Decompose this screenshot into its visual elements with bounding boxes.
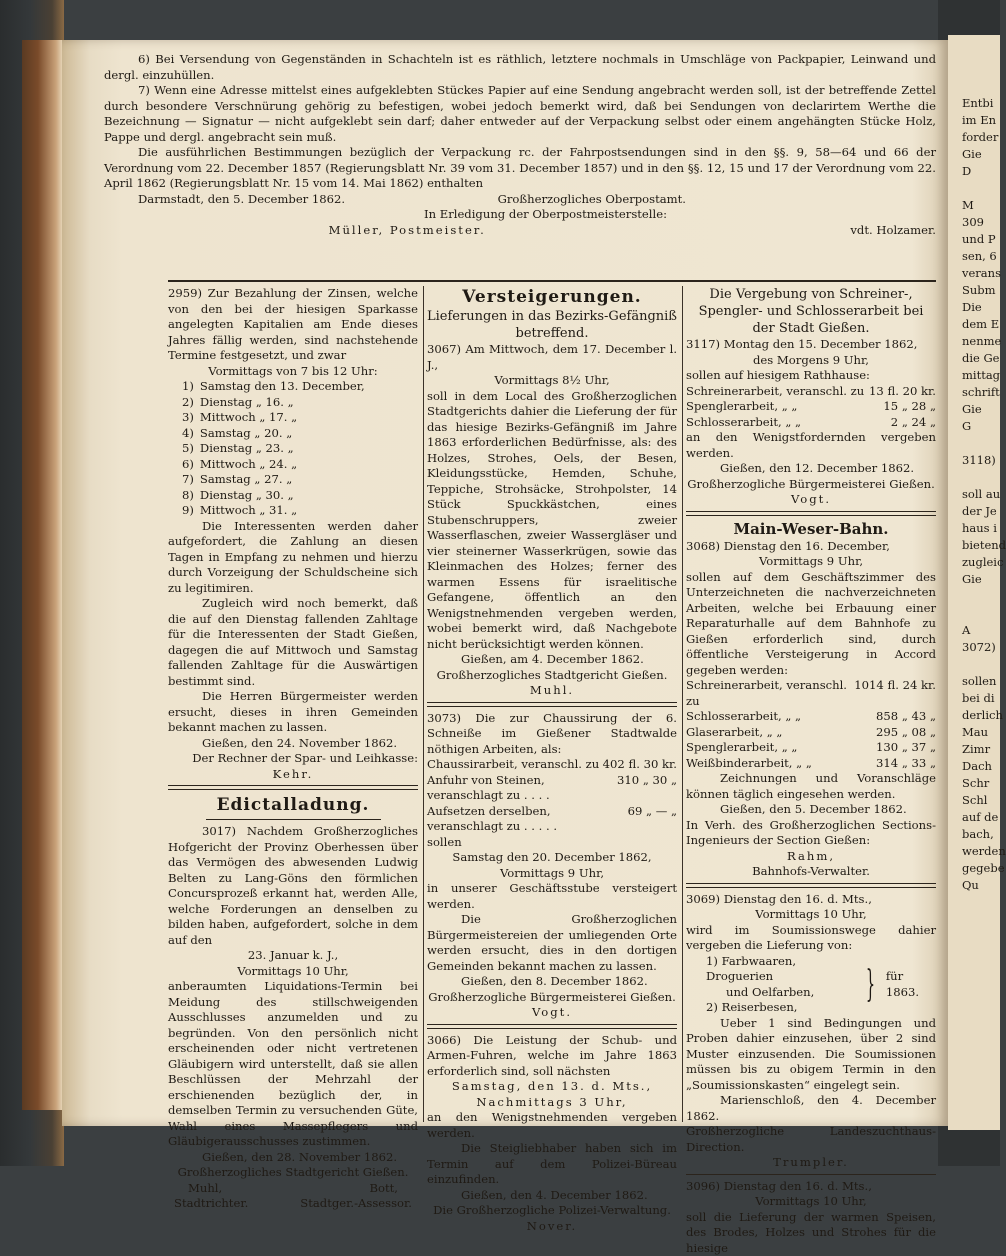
next-page-line	[948, 656, 1000, 673]
cost-label: Schlosserarbeit, „ „	[686, 415, 891, 431]
notice-2959-hours: Vormittags von 7 bis 12 Uhr:	[168, 364, 418, 380]
notice-3066-authority: Die Großherzogliche Polizei-Verwaltung.	[427, 1203, 677, 1219]
cost-label: Aufsetzen derselben, veranschlagt zu . . . . .	[427, 804, 628, 835]
notice-3067-date: Gießen, am 4. December 1862.	[427, 652, 677, 668]
notice-place-date: Darmstadt, den 5. December 1862.	[138, 192, 345, 208]
notice-3067-name: Muhl.	[427, 683, 677, 699]
next-page-line: bietend	[948, 537, 1000, 554]
notice-3066-head: 3066) Die Leistung der Schub- und Armen-Fuhren, welche im Jahre 1863 erforderlich sind, soll nächsten	[427, 1033, 677, 1080]
cost-table-3068	[686, 678, 936, 771]
notice-authority: Großherzogliches Oberpostamt.	[498, 192, 686, 208]
next-page-line: Subm	[948, 282, 1000, 299]
notice-3069-time: Vormittags 10 Uhr,	[686, 907, 936, 923]
signer-bott: Bott,	[369, 1181, 398, 1197]
cost-row	[686, 709, 936, 725]
signer-muhl: Muhl,	[188, 1181, 222, 1197]
payment-date-item	[182, 488, 418, 504]
notice-2959-p3: Zugleich wird noch bemerkt, daß die auf den Dienstag fallenden Zahltage für die Interessenten der Stadt Gießen, dagegen die auf Mittwoch und Samstag fallenden Zahltage für die Auswärtigen bestimmt sind.	[168, 596, 418, 689]
notice-3017-time: Vormittags 10 Uhr,	[168, 964, 418, 980]
notice-3117-head: 3117) Montag den 15. December 1862,	[686, 337, 936, 353]
notice-3096-body: soll die Lieferung der warmen Speisen, des Brodes, Holzes und Strohes für die hiesige	[686, 1210, 936, 1256]
postal-notice	[104, 52, 936, 238]
versteigerungen-subheading: Lieferungen in das Bezirks-Gefängniß betreffend.	[427, 308, 677, 342]
cost-row	[427, 804, 677, 835]
cost-label: Glaserarbeit, „ „	[686, 725, 876, 741]
payment-date-number: 4)	[182, 426, 194, 442]
next-page-line: schrift	[948, 384, 1000, 401]
notice-3073-date1: Samstag den 20. December 1862,	[427, 850, 677, 866]
next-page-line	[948, 588, 1000, 605]
notice-3017-p2: anberaumten Liquidations-Termin bei Meidung des stillschweigenden Ausschlusses anzumelden und zu begründen. Von den persönlich nicht erscheinenden oder nicht vertretenen Gläubigern wird unterstellt, daß sie allen Beschlüssen der Mehrzahl der erschienenden bezüglich der, in demselben Termin zu versuchenden Güte, Wahl eines Massepflegers und Gläubigerausschusses zustimmen.	[168, 979, 418, 1150]
notice-3066-p2: Die Steigliebhaber haben sich im Termin auf dem Polizei-Büreau einzufinden.	[427, 1141, 677, 1188]
next-page-line: werden	[948, 843, 1000, 860]
cost-label: Schreinerarbeit, veranschl. zu	[686, 384, 869, 400]
main-weser-bahn-heading: Main-Weser-Bahn.	[686, 520, 936, 539]
next-page-line: auf de	[948, 809, 1000, 826]
column-rule	[423, 286, 424, 1122]
payment-date-item	[182, 457, 418, 473]
notice-3073-p1: in unserer Geschäftsstube versteigert werden.	[427, 881, 677, 912]
notice-3073-authority: Großherzogliche Bürgermeisterei Gießen.	[427, 990, 677, 1006]
notice-3073-p2: Die Großherzoglichen Bürgermeistereien der umliegenden Orte werden ersucht, dies in den dortigen Gemeinden bekannt machen zu lassen.	[427, 912, 677, 974]
notice-3073-sollen: sollen	[427, 835, 677, 851]
next-page-line: die Ge	[948, 350, 1000, 367]
payment-date-day: Dienstag „ 16. „	[200, 395, 418, 411]
notice-2959-p4: Die Herren Bürgermeister werden ersucht, dieses in ihren Gemeinden bekannt machen zu lassen.	[168, 689, 418, 736]
page-edges	[22, 40, 62, 1110]
notice-3017-court: Großherzogliches Stadtgericht Gießen.	[168, 1165, 418, 1181]
notice-vdt: vdt. Holzamer.	[850, 223, 936, 239]
next-page-line: Schl	[948, 792, 1000, 809]
cost-row	[686, 756, 936, 772]
next-page-line: zugleic	[948, 554, 1000, 571]
cost-row	[686, 399, 936, 415]
notice-3117-time: des Morgens 9 Uhr,	[686, 353, 936, 369]
divider	[427, 702, 677, 707]
notice-3066-date: Gießen, den 4. December 1862.	[427, 1188, 677, 1204]
next-page-line: im En	[948, 112, 1000, 129]
notice-2959-signature: Der Rechner der Spar- und Leihkasse:	[168, 751, 418, 767]
payment-date-day: Dienstag „ 23. „	[200, 441, 418, 457]
column-1	[168, 286, 418, 1212]
cost-value: 1014 fl. 24 kr.	[854, 678, 936, 709]
notice-3069-items	[686, 954, 936, 1016]
notice-2959-intro: 2959) Zur Bezahlung der Zinsen, welche von den bei der hiesigen Sparkasse angelegten Kapitalien am Ende dieses Jahres fällig werden, sind nachstehende Termine festgesetzt, und zwar	[168, 286, 418, 364]
notice-3068-time: Vormittags 9 Uhr,	[686, 554, 936, 570]
cost-value: 2 „ 24 „	[891, 415, 936, 431]
versteigerungen-heading: Versteigerungen.	[427, 286, 677, 308]
next-page-line: Dach	[948, 758, 1000, 775]
notice-3117-name: Vogt.	[686, 492, 936, 508]
cost-value: 13 fl. 20 kr.	[869, 384, 936, 400]
next-page-line: sen, 6	[948, 248, 1000, 265]
cost-row	[686, 740, 936, 756]
divider	[427, 1024, 677, 1029]
notice-3069-name: Trumpler.	[686, 1155, 936, 1171]
next-page-line: Gie	[948, 571, 1000, 588]
next-page-line: Qu	[948, 877, 1000, 894]
next-page-line: Gie	[948, 401, 1000, 418]
next-page-line: haus i	[948, 520, 1000, 537]
item-2: 2) Reiserbesen,	[706, 1000, 855, 1016]
notice-3067-court: Großherzogliches Stadtgericht Gießen.	[427, 668, 677, 684]
notice-3096-time: Vormittags 10 Uhr,	[686, 1194, 936, 1210]
next-page-line: sollen	[948, 673, 1000, 690]
next-page-line: G	[948, 418, 1000, 435]
divider	[686, 511, 936, 516]
payment-date-item	[182, 441, 418, 457]
next-page-line: 3118)	[948, 452, 1000, 469]
next-page-line: Schr	[948, 775, 1000, 792]
notice-erledigung: In Erledigung der Oberpostmeisterstelle:	[104, 207, 936, 223]
cost-label: Weißbinderarbeit, „ „	[686, 756, 876, 772]
payment-date-number: 9)	[182, 503, 194, 519]
notice-3117-p1: an den Wenigstfordernden vergeben werden.	[686, 430, 936, 461]
vergebung-heading: Die Vergebung von Schreiner-, Spengler- und Schlosserarbeit bei der Stadt Gießen.	[686, 286, 936, 337]
next-page-line: Mau	[948, 724, 1000, 741]
next-page-line: mittag	[948, 367, 1000, 384]
cost-label: Spenglerarbeit, „ „	[686, 399, 883, 415]
next-page-line: verans	[948, 265, 1000, 282]
payment-date-item	[182, 426, 418, 442]
notice-3073-head: 3073) Die zur Chaussirung der 6. Schneiße im Gießener Stadtwalde nöthigen Arbeiten, als:	[427, 711, 677, 758]
next-page-line: der Je	[948, 503, 1000, 520]
notice-3068-body: sollen auf dem Geschäftszimmer des Unterzeichneten die nachverzeichneten Arbeiten, welche bei Erbauung einer Reparaturhalle auf dem Bahnhofe zu Gießen erforderlich sind, durch öffentliche Versteigerung in Accord gegeben werden:	[686, 570, 936, 679]
notice-3067-time: Vormittags 8½ Uhr,	[427, 373, 677, 389]
cost-row	[686, 725, 936, 741]
notice-3117-sollen: sollen auf hiesigem Rathhause:	[686, 368, 936, 384]
next-page-line: A	[948, 622, 1000, 639]
payment-date-day: Samstag „ 20. „	[200, 426, 418, 442]
notice-3069-date: Marienschloß, den 4. December 1862.	[686, 1093, 936, 1124]
payment-date-number: 2)	[182, 395, 194, 411]
cost-row	[427, 757, 677, 773]
next-page-line: bei di	[948, 690, 1000, 707]
item-year: für 1863.	[886, 969, 936, 1000]
next-page-line: Gie	[948, 146, 1000, 163]
notice-3017-date: 23. Januar k. J.,	[168, 948, 418, 964]
notice-3068-p1: Zeichnungen und Voranschläge können täglich eingesehen werden.	[686, 771, 936, 802]
next-page-line: forder	[948, 129, 1000, 146]
notice-paragraph-7: 7) Wenn eine Adresse mittelst eines aufgeklebten Stückes Papier auf eine Sendung angebracht werden soll, ist der betreffende Zettel durch besondere Verschnürung gehörig zu befestigen, wobei jedoch bemerkt wird, daß bei Sendungen von declarirtem Werthe die Bezeichnung — Signatur — nicht aufgeklebt sein darf; daher entweder auf der Verpackung selbst oder einem angehängten Stücke Holz, Pappe und dergl. angebracht sein muß.	[104, 83, 936, 145]
notice-3068-date: Gießen, den 5. December 1862.	[686, 802, 936, 818]
cost-row	[686, 384, 936, 400]
payment-date-number: 5)	[182, 441, 194, 457]
payment-date-number: 8)	[182, 488, 194, 504]
payment-date-day: Mittwoch „ 24. „	[200, 457, 418, 473]
payment-date-day: Samstag den 13. December,	[200, 379, 418, 395]
cost-value: 15 „ 28 „	[883, 399, 936, 415]
divider	[686, 1174, 936, 1175]
cost-label: Schlosserarbeit, „ „	[686, 709, 876, 725]
cost-label: Anfuhr von Steinen, veranschlagt zu . . . .	[427, 773, 617, 804]
payment-date-item	[182, 379, 418, 395]
notice-3066-name: Nover.	[427, 1219, 677, 1235]
next-page-fragment	[948, 35, 1000, 1130]
notice-3073-name: Vogt.	[427, 1005, 677, 1021]
edictalladung-heading: Edictalladung.	[168, 794, 418, 816]
notice-paragraph-6: 6) Bei Versendung von Gegenständen in Schachteln ist es räthlich, letztere nochmals in Umschläge von Packpapier, Leinwand und dergl. einzuhüllen.	[104, 52, 936, 83]
next-page-line: derlich	[948, 707, 1000, 724]
notice-2959-date: Gießen, den 24. November 1862.	[168, 736, 418, 752]
notice-3069-authority: Großherzogliche Landeszuchthaus-Direction.	[686, 1124, 936, 1155]
next-page-line: 3072)	[948, 639, 1000, 656]
payment-date-number: 1)	[182, 379, 194, 395]
notice-3066-time: Nachmittags 3 Uhr,	[427, 1095, 677, 1111]
notice-paragraph-8: Die ausführlichen Bestimmungen bezüglich der Verpackung rc. der Fahrpostsendungen sind in den §§. 9, 58—64 und 66 der Verordnung vom 22. December 1857 (Regierungsblatt Nr. 39 vom 31. December 1857) und in den §§. 12, 15 und 17 der Verordnung vom 22. April 1862 (Regierungsblatt Nr. 15 vom 14. Mai 1862) enthalten	[104, 145, 936, 192]
cost-value: 314 „ 33 „	[876, 756, 936, 772]
payment-date-day: Mittwoch „ 17. „	[200, 410, 418, 426]
cost-table-3117	[686, 384, 936, 431]
cost-label: Chaussirarbeit, veranschl. zu	[427, 757, 603, 773]
cost-value: 858 „ 43 „	[876, 709, 936, 725]
payment-date-item	[182, 410, 418, 426]
payment-date-day: Dienstag „ 30. „	[200, 488, 418, 504]
next-page-line: gegebe	[948, 860, 1000, 877]
notice-3068-authority: In Verh. des Großherzoglichen Sections-Ingenieurs der Section Gießen:	[686, 818, 936, 849]
notice-3068-head: 3068) Dienstag den 16. December,	[686, 539, 936, 555]
notice-3073-time: Vormittags 9 Uhr,	[427, 866, 677, 882]
payment-date-number: 6)	[182, 457, 194, 473]
payment-dates-list	[168, 379, 418, 519]
cost-value: 130 „ 37 „	[876, 740, 936, 756]
next-page-line	[948, 180, 1000, 197]
notice-3117-date: Gießen, den 12. December 1862.	[686, 461, 936, 477]
next-page-line: bach,	[948, 826, 1000, 843]
notice-3066-when: Samstag, den 13. d. Mts.,	[427, 1079, 677, 1095]
notice-3117-authority: Großherzogliche Bürgermeisterei Gießen.	[686, 477, 936, 493]
cost-row	[427, 773, 677, 804]
payment-date-item	[182, 395, 418, 411]
payment-date-number: 3)	[182, 410, 194, 426]
column-rule	[682, 286, 683, 1122]
cost-value: 295 „ 08 „	[876, 725, 936, 741]
notice-2959-name: Kehr.	[168, 767, 418, 783]
notice-3017-p1: 3017) Nachdem Großherzogliches Hofgericht der Provinz Oberhessen über das Vermögen des abwesenden Ludwig Belten zu Lang-Göns den förmlichen Concursprozeß erkannt hat, werden Alle, welche Forderungen an denselben zu bilden haben, aufgefordert, solche in dem auf den	[168, 824, 418, 948]
divider	[168, 785, 418, 790]
item-1a: 1) Farbwaaren, Droguerien	[706, 954, 855, 985]
next-page-line: soll au	[948, 486, 1000, 503]
notice-3069-head: 3069) Dienstag den 16. d. Mts.,	[686, 892, 936, 908]
divider	[206, 819, 381, 820]
notice-signer: Müller, Postmeister.	[329, 223, 486, 239]
cost-row	[686, 415, 936, 431]
brace: }	[866, 965, 875, 1005]
next-page-line	[948, 435, 1000, 452]
notice-3068-role: Bahnhofs-Verwalter.	[686, 864, 936, 880]
next-page-line: und P	[948, 231, 1000, 248]
cost-row	[686, 678, 936, 709]
next-page-line: dem E	[948, 316, 1000, 333]
next-page-line	[948, 605, 1000, 622]
notice-3069-p1: wird im Soumissionswege dahier vergeben die Lieferung von:	[686, 923, 936, 954]
signer-bott-role: Stadtger.-Assessor.	[300, 1196, 412, 1212]
cost-table-3073	[427, 757, 677, 835]
notice-3067-head: 3067) Am Mittwoch, dem 17. December l. J.,	[427, 342, 677, 373]
item-1b: und Oelfarben,	[706, 985, 855, 1001]
notice-3096-head: 3096) Dienstag den 16. d. Mts.,	[686, 1179, 936, 1195]
divider	[686, 883, 936, 888]
payment-date-item	[182, 472, 418, 488]
cost-value: 310 „ 30 „	[617, 773, 677, 804]
next-page-line: M	[948, 197, 1000, 214]
next-page-line: D	[948, 163, 1000, 180]
payment-date-day: Mittwoch „ 31. „	[200, 503, 418, 519]
notice-3017-place: Gießen, den 28. November 1862.	[168, 1150, 418, 1166]
section-divider	[168, 280, 936, 282]
next-page-line: Entbi	[948, 95, 1000, 112]
payment-date-item	[182, 503, 418, 519]
next-page-line: 309	[948, 214, 1000, 231]
notice-3068-name: Rahm,	[686, 849, 936, 865]
next-page-line: Die	[948, 299, 1000, 316]
next-page-line	[948, 469, 1000, 486]
notice-3066-p1: an den Wenigstnehmenden vergeben werden.	[427, 1110, 677, 1141]
next-page-line: nenme	[948, 333, 1000, 350]
column-3	[686, 286, 936, 1256]
notice-3067-body: soll in dem Local des Großherzoglichen Stadtgerichts dahier die Lieferung der für das hiesige Bezirks-Gefängniß im Jahre 1863 erforderlichen Bedürfnisse, als: des Holzes, Strohes, Oels, der Besen, Kleidungsstücke, Hemden, Schuhe, Teppiche, Strohsäcke, Strohpolster, 14 Stück Spuckkästchen, eines Stubenschruppers, zweier Wasserflaschen, zweier Wassergläser und vier steinerner Wasserkrügen, sowie das Kleinmachen des Holzes; ferner des warmen Essens für israelitische Gefangene, öffentlich an den Wenigstnehmenden vergeben werden, wobei bemerkt wird, daß Nachgebote nicht berücksichtigt werden können.	[427, 389, 677, 653]
payment-date-day: Samstag „ 27. „	[200, 472, 418, 488]
payment-date-number: 7)	[182, 472, 194, 488]
cost-value: 69 „ — „	[628, 804, 677, 835]
cost-label: Schreinerarbeit, veranschl. zu	[686, 678, 854, 709]
notice-3069-p2: Ueber 1 sind Bedingungen und Proben dahier einzusehen, über 2 sind Muster einzusenden. Die Soumissionen müssen bis zu obigem Termin in den „Soumissionskasten“ eingelegt sein.	[686, 1016, 936, 1094]
notice-3073-date: Gießen, den 8. December 1862.	[427, 974, 677, 990]
cost-value: 402 fl. 30 kr.	[603, 757, 677, 773]
signer-muhl-role: Stadtrichter.	[174, 1196, 248, 1212]
cost-label: Spenglerarbeit, „ „	[686, 740, 876, 756]
notice-2959-p2: Die Interessenten werden daher aufgefordert, die Zahlung an diesen Tagen in Empfang zu nehmen und hierzu durch Vorzeigung der Schuldscheine sich zu legitimiren.	[168, 519, 418, 597]
next-page-line: Zimr	[948, 741, 1000, 758]
column-2	[427, 286, 677, 1234]
